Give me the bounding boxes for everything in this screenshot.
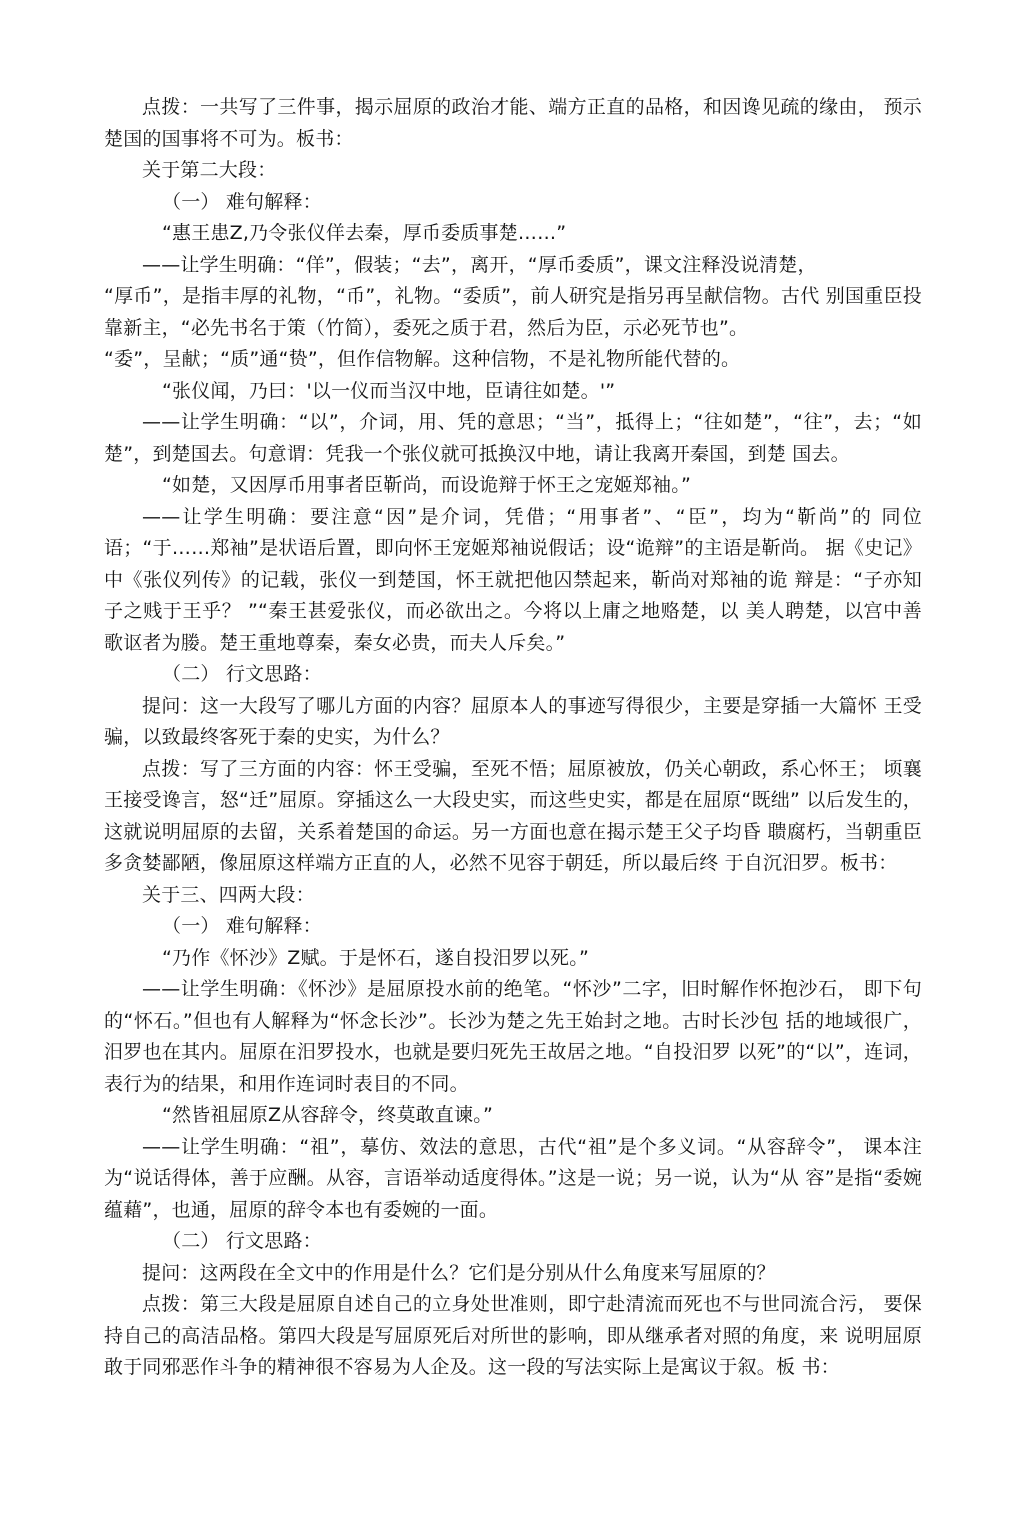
paragraph: 点拨：一共写了三件事，揭示屈原的政治才能、端方正直的品格，和因谗见疏的缘由， 预示楚国的国事将不可为。板书：	[104, 96, 922, 150]
paragraph: （一） 难句解释：	[162, 915, 322, 937]
paragraph: “如楚，又因厚币用事者臣靳尚，而设诡辩于怀王之宠姬郑袖。”	[162, 474, 691, 496]
paragraph: 关于三、四两大段：	[142, 883, 315, 906]
document-body	[104, 92, 922, 1384]
paragraph: （一） 难句解释：	[162, 190, 322, 213]
paragraph: “厚币”，是指丰厚的礼物，“币”，礼物。“委质”，前人研究是指另再呈献信物。古代 别国重臣投靠新主，“必先书名于策（竹简），委死之质于君，然后为臣，示必死节也”。	[104, 285, 922, 339]
paragraph: 提问：这两段在全文中的作用是什么？它们是分别从什么角度来写屈原的？	[142, 1261, 776, 1284]
paragraph: “然皆祖屈原Z从容辞令，终莫敢直谏。”	[162, 1104, 494, 1126]
paragraph: “张仪闻，乃曰：'以一仪而当汉中地，臣请往如楚。'”	[162, 379, 616, 402]
paragraph: ——让学生明确：“祖”，摹仿、效法的意思，古代“祖”是个多义词。“从容辞令”， 课本注为“说话得体，善于应酬。从容，言语举动适度得体。”这是一说；另一说，认为“从 容”是指“委婉蕴藉”，也通，屈原的辞令本也有委婉的一面。	[104, 1135, 922, 1221]
paragraph: ——让学生明确：“以”，介词，用、凭的意思；“当”，抵得上；“往如楚”，“往”，去；“如楚”，到楚国去。句意谓：凭我一个张仪就可抵换汉中地，请让我离开秦国，到楚 国去。	[104, 411, 922, 465]
paragraph: 关于第二大段：	[142, 159, 277, 181]
paragraph: “惠王患Z,乃令张仪佯去秦，厚币委质事楚……”	[162, 222, 567, 244]
paragraph: “委”，呈献；“质”通“贽”，但作信物解。这种信物，不是礼物所能代替的。	[104, 348, 741, 370]
paragraph: ——让学生明确：要注意“因”是介词，凭借；“用事者”、“臣”，均为“靳尚”的 同位语；“于……郑袖”是状语后置，即向怀王宠姬郑袖说假话；设“诡辩”的主语是靳尚。 据《史记》中《张仪列传》的记载，张仪一到楚国，怀王就把他囚禁起来，靳尚对郑袖的诡 辩是：“子亦知子之贱于王乎？ ”“秦王甚爱张仪，而必欲出之。今将以上庸之地赂楚，以 美人聘楚，以宫中善歌讴者为媵。楚王重地尊秦，秦女必贵，而夫人斥矣。”	[104, 505, 922, 654]
paragraph: 点拨：写了三方面的内容：怀王受骗，至死不悟；屈原被放，仍关心朝政，系心怀王； 顷襄王接受谗言，怒“迁”屈原。穿插这么一大段史实，而这些史实，都是在屈原“既绌” 以后发生的，这就说明屈原的去留，关系着楚国的命运。另一方面也意在揭示楚王父子均昏 聩腐朽，当朝重臣多贪婪鄙陋，像屈原这样端方正直的人，必然不见容于朝廷，所以最后终 于自沉汨罗。板书：	[104, 757, 922, 874]
paragraph: （二） 行文思路：	[162, 1230, 322, 1252]
paragraph: 提问：这一大段写了哪儿方面的内容？屈原本人的事迹写得很少，主要是穿插一大篇怀 王受骗，以致最终客死于秦的史实，为什么？	[104, 694, 922, 748]
paragraph: 点拨：第三大段是屈原自述自己的立身处世准则，即宁赴清流而死也不与世同流合污， 要保持自己的高洁品格。第四大段是写屈原死后对所世的影响，即从继承者对照的角度，来 说明屈原敢于同邪恶作斗争的精神很不容易为人企及。这一段的写法实际上是寓议于叙。板 书：	[104, 1293, 922, 1378]
paragraph: ——让学生明确：“佯”，假装；“去”，离开，“厚币委质”，课文注释没说清楚，	[142, 253, 817, 276]
paragraph: （二） 行文思路：	[162, 663, 322, 685]
paragraph: ——让学生明确：《怀沙》是屈原投水前的绝笔。“怀沙”二字，旧时解作怀抱沙石， 即下句的“怀石。”但也有人解释为“怀念长沙”。长沙为楚之先王始封之地。古时长沙包 括的地域很广，汨罗也在其内。屈原在汨罗投水，也就是要归死先王故居之地。“自投汨罗 以死”的“以”，连词，表行为的结果，和用作连词时表目的不同。	[104, 978, 922, 1095]
paragraph: “乃作《怀沙》Z赋。于是怀石，遂自投汨罗以死。”	[162, 946, 590, 969]
